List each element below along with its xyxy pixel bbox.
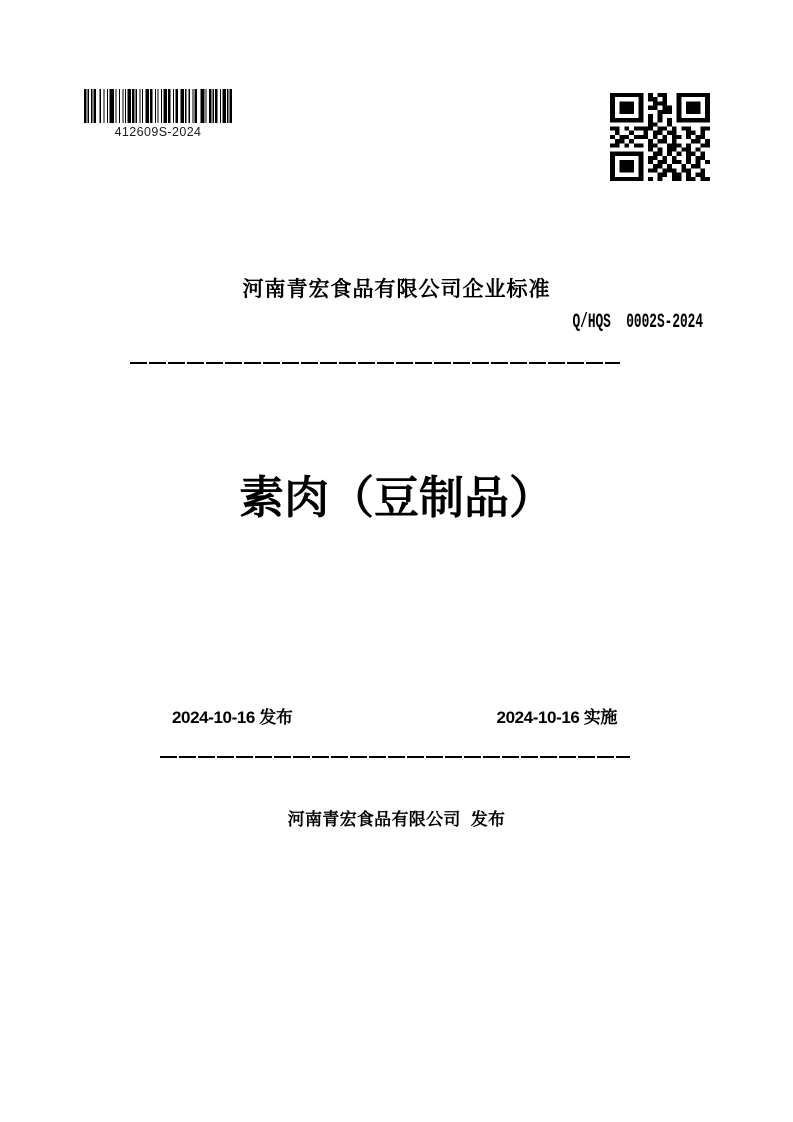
- qr-code-block: [610, 93, 710, 181]
- organization-standard-heading: 河南青宏食品有限公司企业标准: [242, 278, 551, 301]
- bottom-divider-rule: [160, 756, 630, 758]
- barcode-label: 412609S-2024: [114, 125, 202, 139]
- document-title: 素肉（豆制品）: [238, 472, 554, 523]
- implement-date: 2024-10-16 实施: [496, 708, 617, 727]
- release-date: 2024-10-16 发布: [172, 708, 293, 727]
- standard-number: Q/HQS 0002S-2024: [572, 311, 703, 334]
- barcode-image: [84, 89, 232, 123]
- qr-code-image: [610, 93, 710, 181]
- publisher-line: 河南青宏食品有限公司 发布: [287, 810, 506, 829]
- barcode-block: [84, 89, 232, 139]
- top-divider-rule: [130, 362, 620, 364]
